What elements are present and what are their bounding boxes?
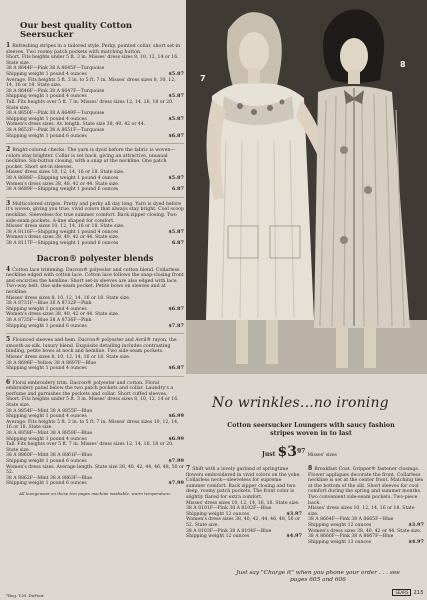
order-line-text: 38 A 8650F—Pink 38 A 8649F—Turquoise bbox=[6, 111, 105, 117]
order-line-text: 38 A 8664F—Pink 38 A 8665F—Blue bbox=[308, 517, 394, 523]
item-8 bbox=[308, 466, 424, 545]
item-description: Breakfast Coat. Gripper® fastener closings. Flower appliques decorate the front. Collarless neckline is set at the center front. Matching ties at the bottom of the slit. Short sleeves for cool comfort during the spring and summer months. Two convenient side-seam pockets. Two-piece back. bbox=[308, 467, 424, 506]
order-line-text: Shipping weight 1 pound 4 ounces bbox=[6, 116, 87, 122]
section-title-seersucker: Our best quality Cotton Seersucker bbox=[20, 21, 133, 40]
item-rows bbox=[186, 501, 302, 540]
size-info: Misses' dress sizes 10, 12, 14, 16 or 18. State size. bbox=[6, 224, 125, 230]
item-6 bbox=[6, 380, 184, 487]
item-description: Multicolored stripes. Pretty and perky all day long. Yarn is dyed before it's woven, giving you true, vivid colors that always stay bright. Cool scoop neckline. Sleeveless for true summer comfort. Back zipper closing. Two side-seam pockets. A-line shaped for comfort. bbox=[6, 201, 184, 224]
order-line-text: 38 A 8652F—Pink 38 A 8651F—Turquoise bbox=[6, 127, 105, 133]
size-info: Women's dress sizes 38, 40, 42, 44, 46, 48, 50 or 52. State size. bbox=[186, 517, 300, 528]
order-line-text: 38 A 8735F—Blue 38 A 8736F—Pink bbox=[6, 317, 92, 323]
sears-logo-box: SEARS bbox=[392, 589, 411, 596]
order-line bbox=[6, 324, 184, 330]
order-line-text: 38 A 8116F—Shipping weight 1 pound 4 ounces bbox=[6, 229, 119, 235]
headline: No wrinkles...no ironing bbox=[212, 395, 389, 411]
item-description: Floral embroidery trim. Dacron® polyester and cotton. Floral embroidery panel below the two patch pockets and collar. Laundry's a perfume and garnishes the pockets and collar. Short cuffed sleeves. bbox=[6, 380, 174, 397]
order-line-text: Shipping weight 12 ounces bbox=[308, 522, 372, 528]
item-7 bbox=[186, 466, 302, 540]
order-line-text: 38 A 8689F—Shipping weight 1 pound 6 ounces bbox=[6, 187, 119, 193]
size-info: Average. Fits heights 5 ft. 3 in. to 5 ft. 7 in. Misses' dress sizes 8, 10, 12, 14, 16 or 18. State size. bbox=[6, 77, 176, 89]
price-callout-note: Misses' sizes bbox=[307, 453, 337, 458]
order-line-price: $6.87 bbox=[168, 132, 184, 139]
order-line-price: $7.99 bbox=[168, 458, 184, 464]
item-number: 1 bbox=[6, 42, 11, 49]
order-line-text: 38 A 8862F—Mint 38 A 8863F—Blue bbox=[6, 475, 93, 481]
size-info: Misses' dress sizes 10, 12, 14, 16, 18. State size. bbox=[186, 500, 300, 506]
order-line-price: $6.99 bbox=[168, 413, 184, 420]
order-line bbox=[6, 366, 184, 372]
order-line-text: 38 A 8644F—Pink 38 A 8645F—Turquoise bbox=[6, 66, 105, 72]
size-info: Women's dress sizes 38, 40, 42 or 44. State size. bbox=[6, 181, 120, 187]
order-line-text: Shipping weight 13 ounces bbox=[308, 539, 372, 545]
order-line-text: Shipping weight 1 pound 4 ounces bbox=[6, 94, 87, 100]
order-line-price: $4.97 bbox=[286, 533, 302, 540]
order-line-text: 38 A 8666F—Pink 38 A 8667F—Blue bbox=[308, 534, 394, 540]
size-info: Tall. Fits heights over 5 ft. 7 in. Misses' dress sizes 12, 14, 16, 18 or 20. State size. bbox=[6, 99, 174, 111]
order-line-text: Shipping weight 1 pound 4 ounces bbox=[6, 414, 87, 420]
order-line-price: $3.97 bbox=[408, 521, 424, 528]
size-info: Misses' dress sizes 8, 10, 12, 14, 16 or 18. State size. bbox=[6, 354, 131, 360]
order-line-text: Shipping weight 1 pound 6 ounces bbox=[6, 133, 87, 139]
order-line-price: $7.87 bbox=[168, 322, 184, 329]
size-info: Misses' dress sizes 10, 12, 14, 16 or 18. State size. bbox=[6, 170, 125, 176]
photo-label-8: 8 bbox=[400, 60, 406, 69]
item-number: 7 bbox=[186, 465, 191, 472]
order-line-text: Shipping weight 1 pound 6 ounces bbox=[6, 459, 87, 464]
item-description: Flounced sleeves and hem. Dacron® polyester and Avril® rayon, the smooth-as-silk, luxury blend. Exquisite detailing includes contrasting binding, petite bows at neck and hemline. Two side-seam pockets. bbox=[6, 338, 177, 355]
item-1 bbox=[6, 43, 184, 139]
order-line bbox=[6, 241, 184, 247]
order-line bbox=[6, 134, 184, 140]
item-rows bbox=[6, 355, 184, 372]
order-line-text: Shipping weight 1 pound 6 ounces bbox=[6, 323, 87, 329]
page-number bbox=[392, 589, 423, 596]
item-description: Refreshing stripes in a tailored style. Perky, pointed collar, short set-in sleeves. Two roomy patch pockets with matching button. bbox=[6, 44, 181, 55]
order-line bbox=[6, 481, 184, 487]
order-line-text: 38 A 8731F—Blue 38 A 8732F—Pink bbox=[6, 301, 92, 307]
order-line-price: $5.87 bbox=[168, 228, 184, 235]
footnote: All loungewear on these two pages machine washable, warm temperature. bbox=[19, 490, 171, 496]
size-info: Women's dress sizes 38, 40, 42 or 44. State size. bbox=[308, 528, 422, 534]
order-line bbox=[186, 534, 302, 540]
item-rows bbox=[6, 224, 184, 246]
item-number: 6 bbox=[6, 378, 11, 386]
item-4 bbox=[6, 267, 184, 330]
divider bbox=[6, 376, 184, 377]
item-3 bbox=[6, 201, 184, 247]
order-line-text: Shipping weight 1 pound 4 ounces bbox=[6, 71, 87, 77]
left-column bbox=[6, 6, 184, 594]
item-rows bbox=[6, 397, 184, 487]
trademark-credit: *Reg. T.M. DuPont bbox=[6, 593, 44, 598]
order-line-text: 38 A 8860F—Mint 38 A 8861F—Blue bbox=[6, 453, 93, 459]
order-line-price: $5.87 bbox=[168, 93, 184, 100]
size-info: Misses' dress sizes 10, 12, 14, 16 or 18. State size. bbox=[308, 506, 415, 517]
item-number: 5 bbox=[6, 336, 11, 344]
order-line-text: 38 A 8101F—Pink 38 A 8102F—Blue bbox=[186, 506, 272, 512]
order-line-price: $3.97 bbox=[286, 510, 302, 517]
order-line-price: 6.87 bbox=[171, 186, 184, 193]
item-2 bbox=[6, 147, 184, 193]
order-line-text: Shipping weight 12 ounces bbox=[186, 534, 250, 540]
divider bbox=[6, 143, 184, 144]
size-info: Misses' dress sizes 8, 10, 12, 14, 16 or 18. State size. bbox=[6, 295, 131, 301]
subhead: Cotton seersucker Loungers with saucy fashion stripes woven in to last bbox=[227, 422, 395, 437]
order-line-price: $6.99 bbox=[168, 435, 184, 442]
item-number: 3 bbox=[6, 199, 11, 207]
item-rows bbox=[6, 296, 184, 330]
models-photo bbox=[186, 0, 427, 374]
size-info: Tall. Fits heights over 5 ft. 7 in. Misses' dress sizes 12, 14, 16, 18 or 20. State size. bbox=[6, 442, 174, 453]
order-line-price: $6.87 bbox=[168, 305, 184, 312]
order-line-price: $6.87 bbox=[168, 365, 184, 372]
order-line-price: $7.99 bbox=[168, 480, 184, 487]
lower-right-copy bbox=[186, 374, 427, 600]
order-line bbox=[6, 187, 184, 193]
item-description: Cotton lace trimming. Dacron® polyester and cotton blend. Collarless neckline edged with cotton lace. Cotton lace follows the snap-closing front and encircles the hemline. Short set-in sleeves are also edged with lace. Two-way belt. One side-seam pocket. Petite bows on sleeves and at neckline. bbox=[6, 267, 184, 295]
size-info: Women's dress sizes 38, 40, 42 or 44. State size. bbox=[6, 235, 120, 241]
photo-label-7: 7 bbox=[200, 74, 206, 83]
item-number: 4 bbox=[6, 265, 11, 273]
charge-it-note: Just say "Charge it" when you phone your order . . . see pages 605 and 606 bbox=[236, 570, 400, 583]
size-info: Average. Fits heights 5 ft. 3 in. to 5 ft. 7 in. Misses' dress sizes 10, 12, 14, 16 or 18. State size. bbox=[6, 419, 179, 431]
order-line-price: 6.87 bbox=[171, 240, 184, 246]
order-line-text: Shipping weight 1 pound 6 ounces bbox=[6, 481, 87, 487]
order-line-text: Shipping weight 1 pound 4 ounces bbox=[6, 436, 87, 442]
order-line-text: 38 A 8696F—Yellow 38 A 8697F—Blue bbox=[6, 360, 97, 366]
models-illustration bbox=[186, 0, 427, 374]
item-rows bbox=[6, 170, 184, 192]
order-line-text: 38 A 8103F—Pink 38 A 8104F—Blue bbox=[186, 528, 272, 534]
order-line-text: 38 A 8854F—Mint 38 A 8855F—Blue bbox=[6, 408, 93, 414]
divider bbox=[6, 333, 184, 334]
item-5 bbox=[6, 337, 184, 372]
price-callout-label: Just bbox=[262, 451, 276, 458]
size-info: Women's dress sizes 38, 40, 42 or 44. State size. bbox=[6, 312, 120, 318]
order-line-text: 38 A 8858F—Mint 38 A 8859F—Blue bbox=[6, 431, 93, 437]
order-line-price: $5.87 bbox=[168, 175, 184, 182]
price-callout-dollars: $3 bbox=[277, 444, 297, 460]
price-callout bbox=[262, 444, 337, 460]
item-rows bbox=[308, 506, 424, 545]
order-line-text: 38 A 8688F—Shipping weight 1 pound 4 ounces bbox=[6, 176, 119, 182]
order-line-text: 38 A 8117F—Shipping weight 1 pound 6 ounces bbox=[6, 241, 119, 246]
item-number: 2 bbox=[6, 146, 11, 154]
order-line bbox=[308, 540, 424, 546]
size-info: Women's dress sizes. Average length. State size 38, 40, 42, 44, 46, 48, 50 or 52. bbox=[6, 464, 184, 476]
size-info: Women's dress sizes. Av. length. State size 38, 40, 42 or 44. bbox=[6, 122, 146, 128]
order-line-text: Shipping weight 12 ounces bbox=[186, 511, 250, 517]
order-line-text: 38 A 8646F—Pink 38 A 8647F—Turquoise bbox=[6, 88, 105, 94]
size-info: Short. Fits heights under 5 ft. 3 in. Misses' dress sizes 8, 10, 12, 14 or 16. State size. bbox=[6, 397, 179, 409]
section-title-dacron: Dacron® polyester blends bbox=[36, 252, 154, 263]
order-line-text: Shipping weight 1 pound 4 ounces bbox=[6, 366, 87, 372]
item-description: Bright-colored checks. The yarn is dyed before the fabric is woven—colors stay brighter. Collar is set back, giving an attractive, unusual neckline. Six-button closing, with a snap at the neckline. One patch pocket. Short set-in sleeves. bbox=[6, 148, 176, 170]
divider bbox=[6, 197, 184, 198]
order-line-price: $5.87 bbox=[168, 70, 184, 77]
order-line-price: $5.87 bbox=[168, 115, 184, 122]
price-callout-cents: 97 bbox=[296, 448, 306, 455]
size-info: Short. Fits heights under 5 ft. 3 in. Misses' dress sizes 8, 10, 12, 14 or 16. State size. bbox=[6, 55, 179, 66]
order-line-text: Shipping weight 1 pound 4 ounces bbox=[6, 306, 87, 312]
order-line-price: $4.97 bbox=[408, 538, 424, 545]
item-number: 8 bbox=[308, 465, 313, 472]
item-rows bbox=[6, 55, 184, 139]
item-description: Shift with a lovely garland of springtime flowers embroidered in vivid colors on the yoke. Collarless neck—sleeveless for supreme summer comfort. Back zipper closing and two deep, roomy patch pockets. The front color is slightly flared for extra comfort. bbox=[186, 467, 301, 500]
page-number-value: 213 bbox=[413, 590, 423, 596]
